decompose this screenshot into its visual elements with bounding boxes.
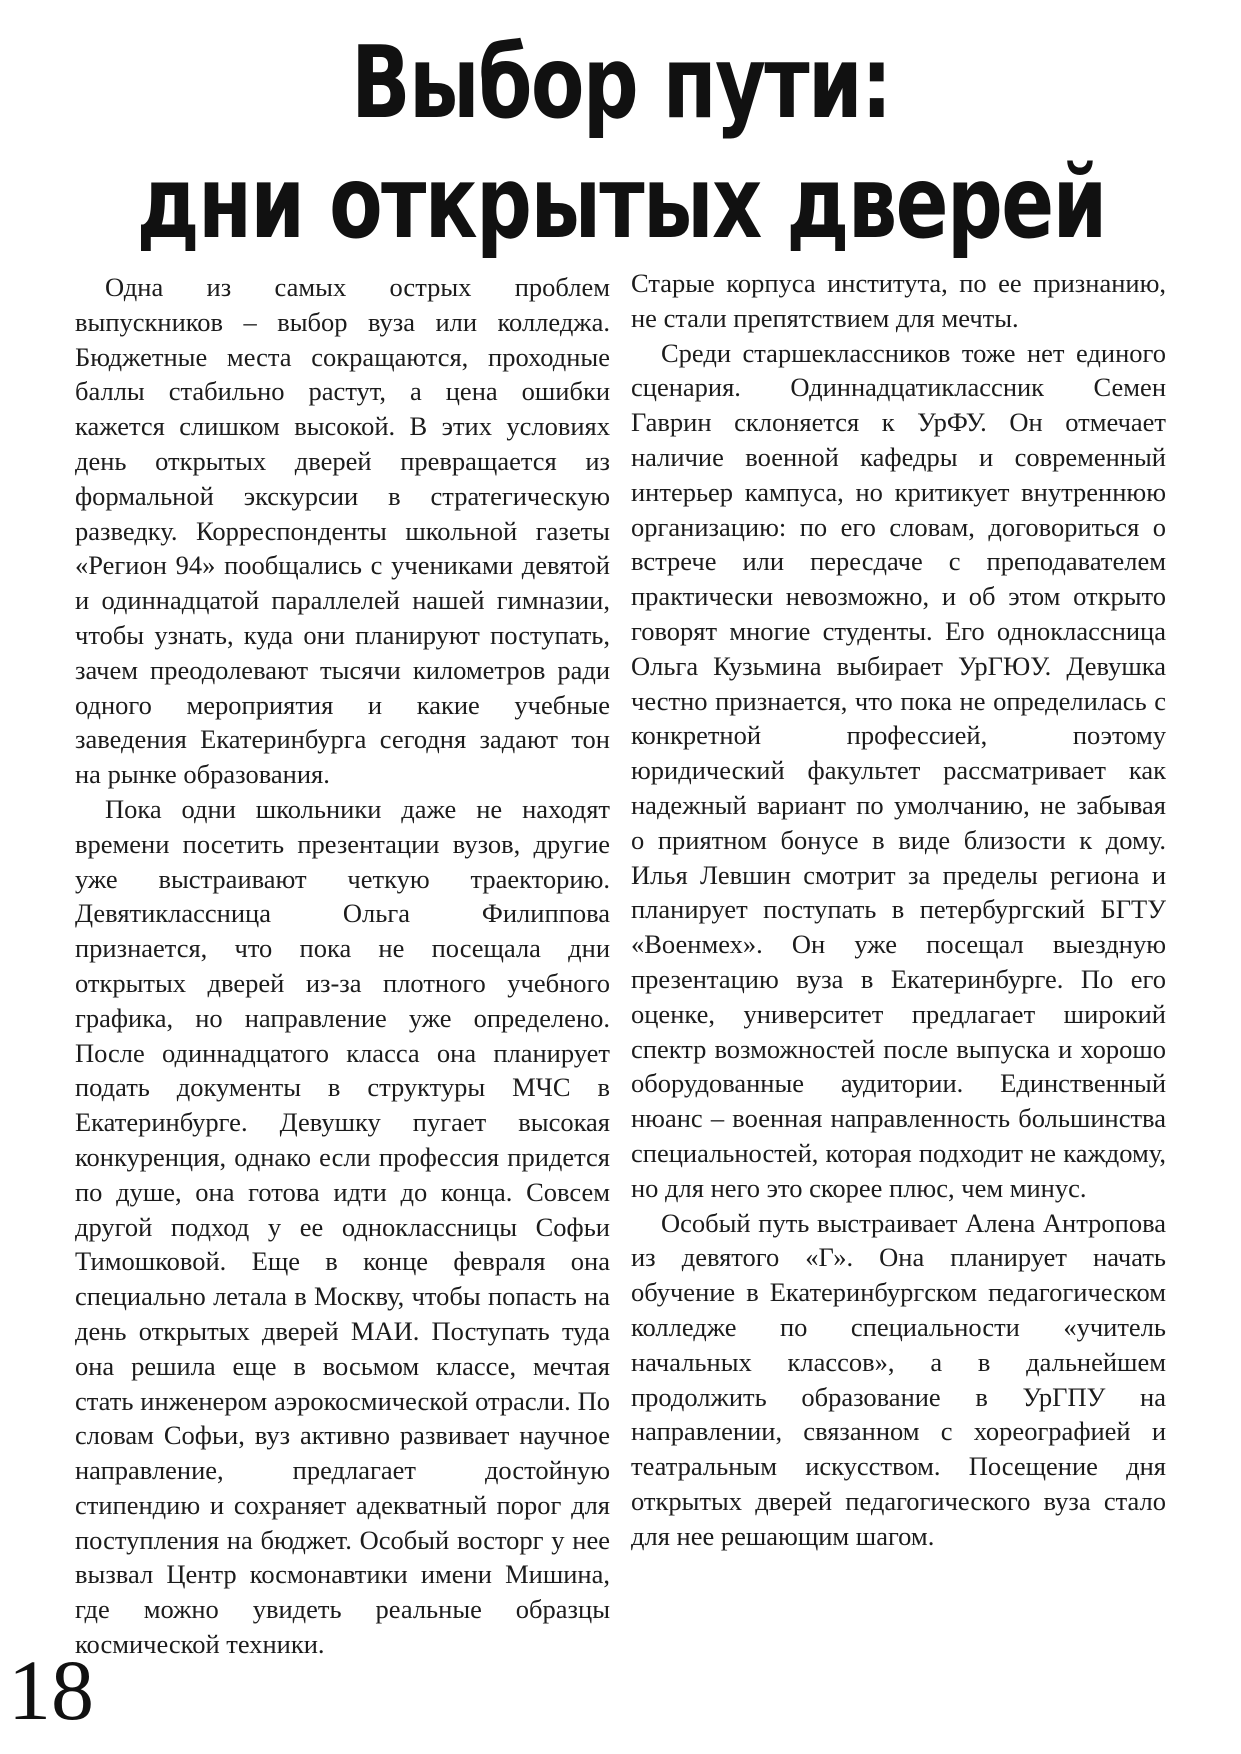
article-column-left: [75, 270, 610, 1662]
paragraph-special-path: Особый путь выстраивает Алена Антропова из девятого «Г». Она планирует начать обучение в Екатеринбургском педагогическом колледже по специальности «учитель начальных классов», а в дальнейшем продолжить образование в УрГПУ на направлении, связанном с хореографией и театральным искусством. Посещение дня открытых дверей педагогического вуза стало для нее решающим шагом.: [631, 1207, 1166, 1551]
headline-line-1-text: Выбор пути:: [350, 24, 891, 141]
paragraph-eleventh-graders: Среди старшеклассников тоже нет единого сценария. Одиннадцатиклассник Семен Гаврин склоняется к УрФУ. Он отмечает наличие военной кафедры и современный интерьер кампуса, но критикует внутреннюю организацию: по его словам, договориться о встрече или пересдаче с преподавателем практически невозможно, и об этом открыто говорят многие студенты. Его одноклассница Ольга Кузьмина выбирает УрГЮУ. Девушка честно признается, что пока не определилась с конкретной профессией, поэтому юридический факультет рассматривает как надежный вариант по умолчанию, не забывая о приятном бонусе в виде близости к дому. Илья Левшин смотрит за пределы региона и планирует поступать в петербургский БГТУ «Военмех». Он уже посещал выездную презентацию вуза в Екатеринбурге. По его оценке, университет предлагает широкий спектр возможностей после выпуска и хорошо оборудованные аудитории. Единственный нюанс – военная направленность большинства специальностей, которая подходит не каждому, но для него это скорее плюс, чем минус.: [631, 337, 1166, 1203]
paragraph-ninth-graders: Пока одни школьники даже не находят времени посетить презентации вузов, другие уже выстраивают четкую траекторию. Девятиклассница Ольга Филиппова признается, что пока не посещала дни открытых дверей из-за плотного учебного графика, но направление уже определено. После одиннадцатого класса она планирует подать документы в структуры МЧС в Екатеринбурге. Девушку пугает высокая конкуренция, однако если профессия придется по душе, она готова идти до конца. Совсем другой подход у ее одноклассницы Софьи Тимошковой. Еще в конце февраля она специально летала в Москву, чтобы попасть на день открытых дверей МАИ. Поступать туда она решила еще в восьмом классе, мечтая стать инженером аэрокосмической отрасли. По словам Софьи, вуз активно развивает научное направление, предлагает достойную стипендию и сохраняет адекватный порог для поступления на бюджет. Особый восторг у нее вызвал Центр космонавтики имени Мишина, где можно увидеть реальные образцы космической техники.: [75, 793, 610, 1660]
page-number: 18: [8, 1642, 94, 1738]
headline-line-1: [0, 24, 1241, 141]
article-column-right: [631, 266, 1166, 1553]
paragraph-continuation: Старые корпуса института, по ее признанию, не стали препятствием для мечты.: [631, 268, 1166, 333]
paragraph-intro: Одна из самых острых проблем выпускников – выбор вуза или колледжа. Бюджетные места сокращаются, проходные баллы стабильно растут, а цена ошибки кажется слишком высокой. В этих условиях день открытых дверей превращается из формальной экскурсии в стратегическую разведку. Корреспонденты школьной газеты «Регион 94» пообщались с учениками девятой и одиннадцатой параллелей нашей гимназии, чтобы узнать, куда они планируют поступать, зачем преодолевают тысячи километров ради одного мероприятия и какие учебные заведения Екатеринбурга сегодня задают тон на рынке образования.: [75, 272, 610, 790]
headline-line-2: [0, 144, 1241, 261]
headline-line-2-text: дни открытых дверей: [136, 144, 1106, 261]
